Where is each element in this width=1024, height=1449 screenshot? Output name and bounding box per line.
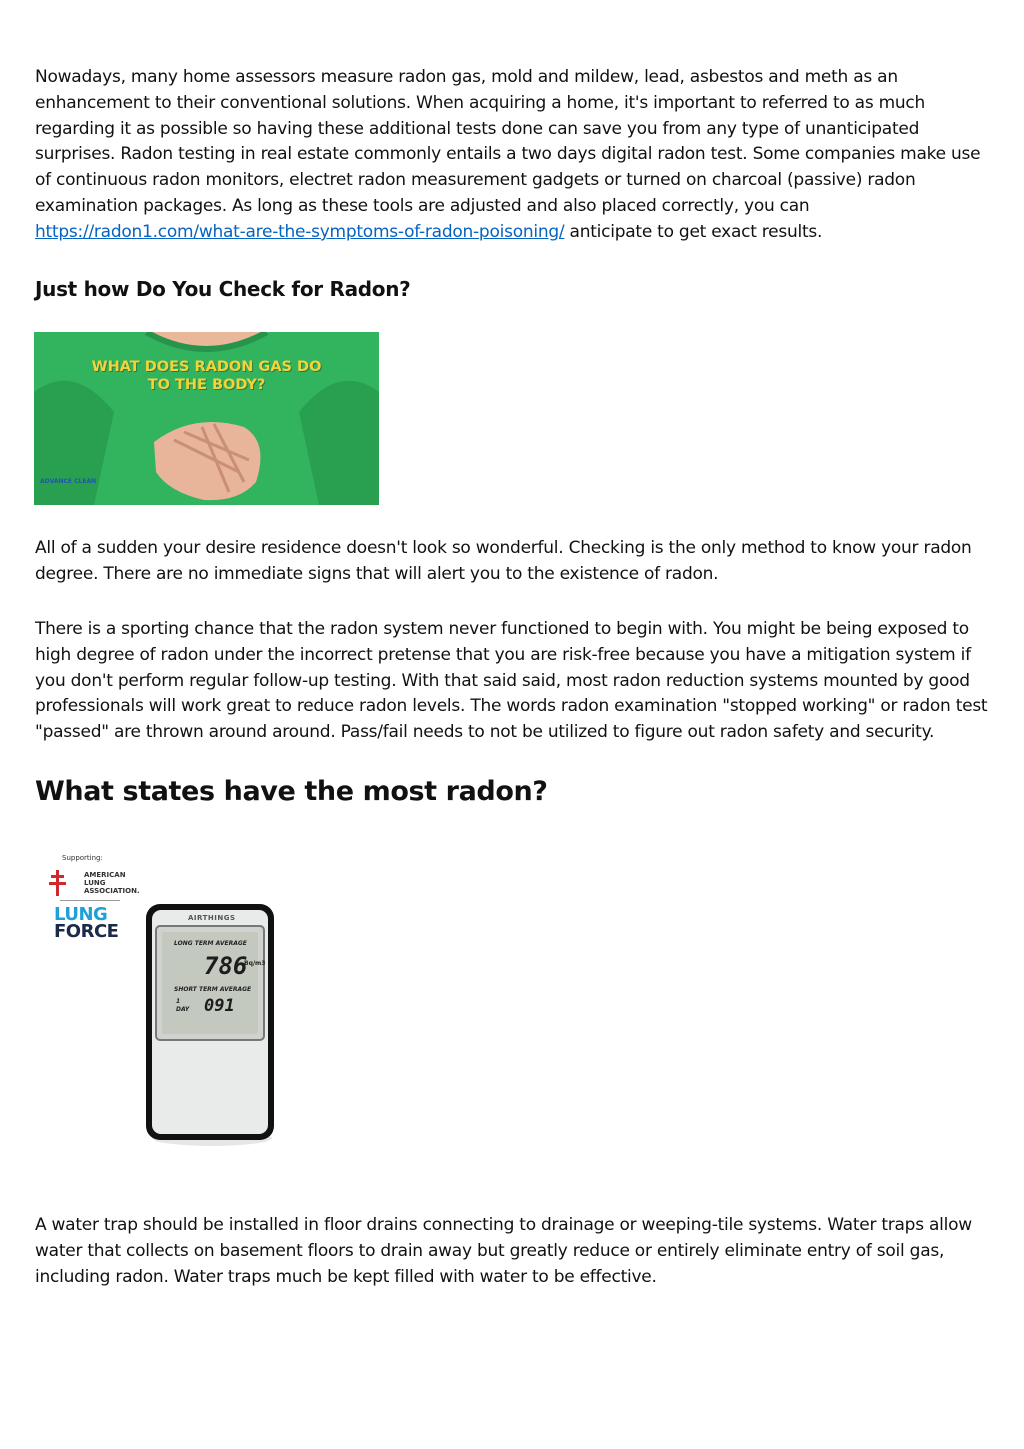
short-term-label: SHORT TERM AVERAGE — [174, 986, 252, 993]
caption-line-1: WHAT DOES RADON GAS DO — [91, 359, 322, 375]
lorraine-cross-icon — [48, 868, 68, 898]
caption-line-2: TO THE BODY? — [147, 377, 266, 393]
long-term-value: 786 — [204, 952, 248, 980]
long-term-label: LONG TERM AVERAGE — [174, 940, 247, 947]
intro-text-after: anticipate to get exact results. — [564, 221, 823, 242]
ala-logo-text — [84, 871, 140, 895]
radon-monitor-device — [142, 900, 282, 1150]
intro-paragraph — [35, 65, 995, 246]
advance-clean-logo: ADVANCE CLEAN — [40, 478, 97, 485]
section-heading-states: What states have the most radon? — [35, 776, 548, 807]
ala-line-2: LUNG — [84, 879, 106, 887]
logo-divider — [60, 900, 120, 901]
unit-label: Bq/m3 — [244, 960, 266, 967]
ala-line-3: ASSOCIATION. — [84, 887, 140, 895]
radon-body-image — [34, 332, 379, 505]
paragraph-system: There is a sporting chance that the radon system never functioned to begin with. You might be being exposed to high degree of radon under the incorrect pretense that you are risk-free because you have a mitigation system if you don't perform regular follow-up testing. With that said said, most radon reduction systems mounted by good professionals will work great to reduce radon levels. The words radon examination "stopped working" or radon test "passed" are thrown around around. Pass/fail needs to not be utilized to figure out radon safety and security. — [35, 619, 988, 743]
day-number: 1 — [176, 998, 181, 1005]
supporting-label: Supporting: — [62, 854, 103, 862]
section-heading-check: Just how Do You Check for Radon? — [35, 277, 411, 301]
radon-monitor-image — [34, 848, 334, 1148]
radon-symptoms-link[interactable]: https://radon1.com/what-are-the-symptoms-of-radon-poisoning/ — [35, 221, 565, 242]
short-term-value: 091 — [204, 996, 235, 1016]
lung-force-logo — [54, 906, 118, 940]
lung-force-line-1: LUNG — [54, 904, 108, 925]
intro-text-before: Nowadays, many home assessors measure radon gas, mold and mildew, lead, asbestos and meth as an enhancement to their conventional solutions. When acquiring a home, it's important to referred to as much regarding it as possible so having these additional tests done can save you from any type of unanticipated surprises. Radon testing in real estate commonly entails a two days digital radon test. Some companies make use of continuous radon monitors, electret radon measurement gadgets or turned on charcoal (passive) radon examination packages. As long as these tools are adjusted and also placed correctly, you can — [35, 67, 981, 216]
paragraph-checking: All of a sudden your desire residence doesn't look so wonderful. Checking is the only method to know your radon degree. There are no immediate signs that will alert you to the existence of radon. — [35, 538, 972, 584]
lung-force-line-2: FORCE — [54, 921, 119, 942]
paragraph-water-trap: A water trap should be installed in floor drains connecting to drainage or weeping-tile systems. Water traps allow water that collects on basement floors to drain away but greatly reduce or entirely eliminate entry of soil gas, including radon. Water traps much be kept filled with water to be effective. — [35, 1215, 972, 1287]
ala-line-1: AMERICAN — [84, 871, 126, 879]
image-caption — [34, 358, 379, 394]
monitor-brand: AIRTHINGS — [188, 914, 236, 922]
day-label: DAY — [176, 1006, 190, 1013]
